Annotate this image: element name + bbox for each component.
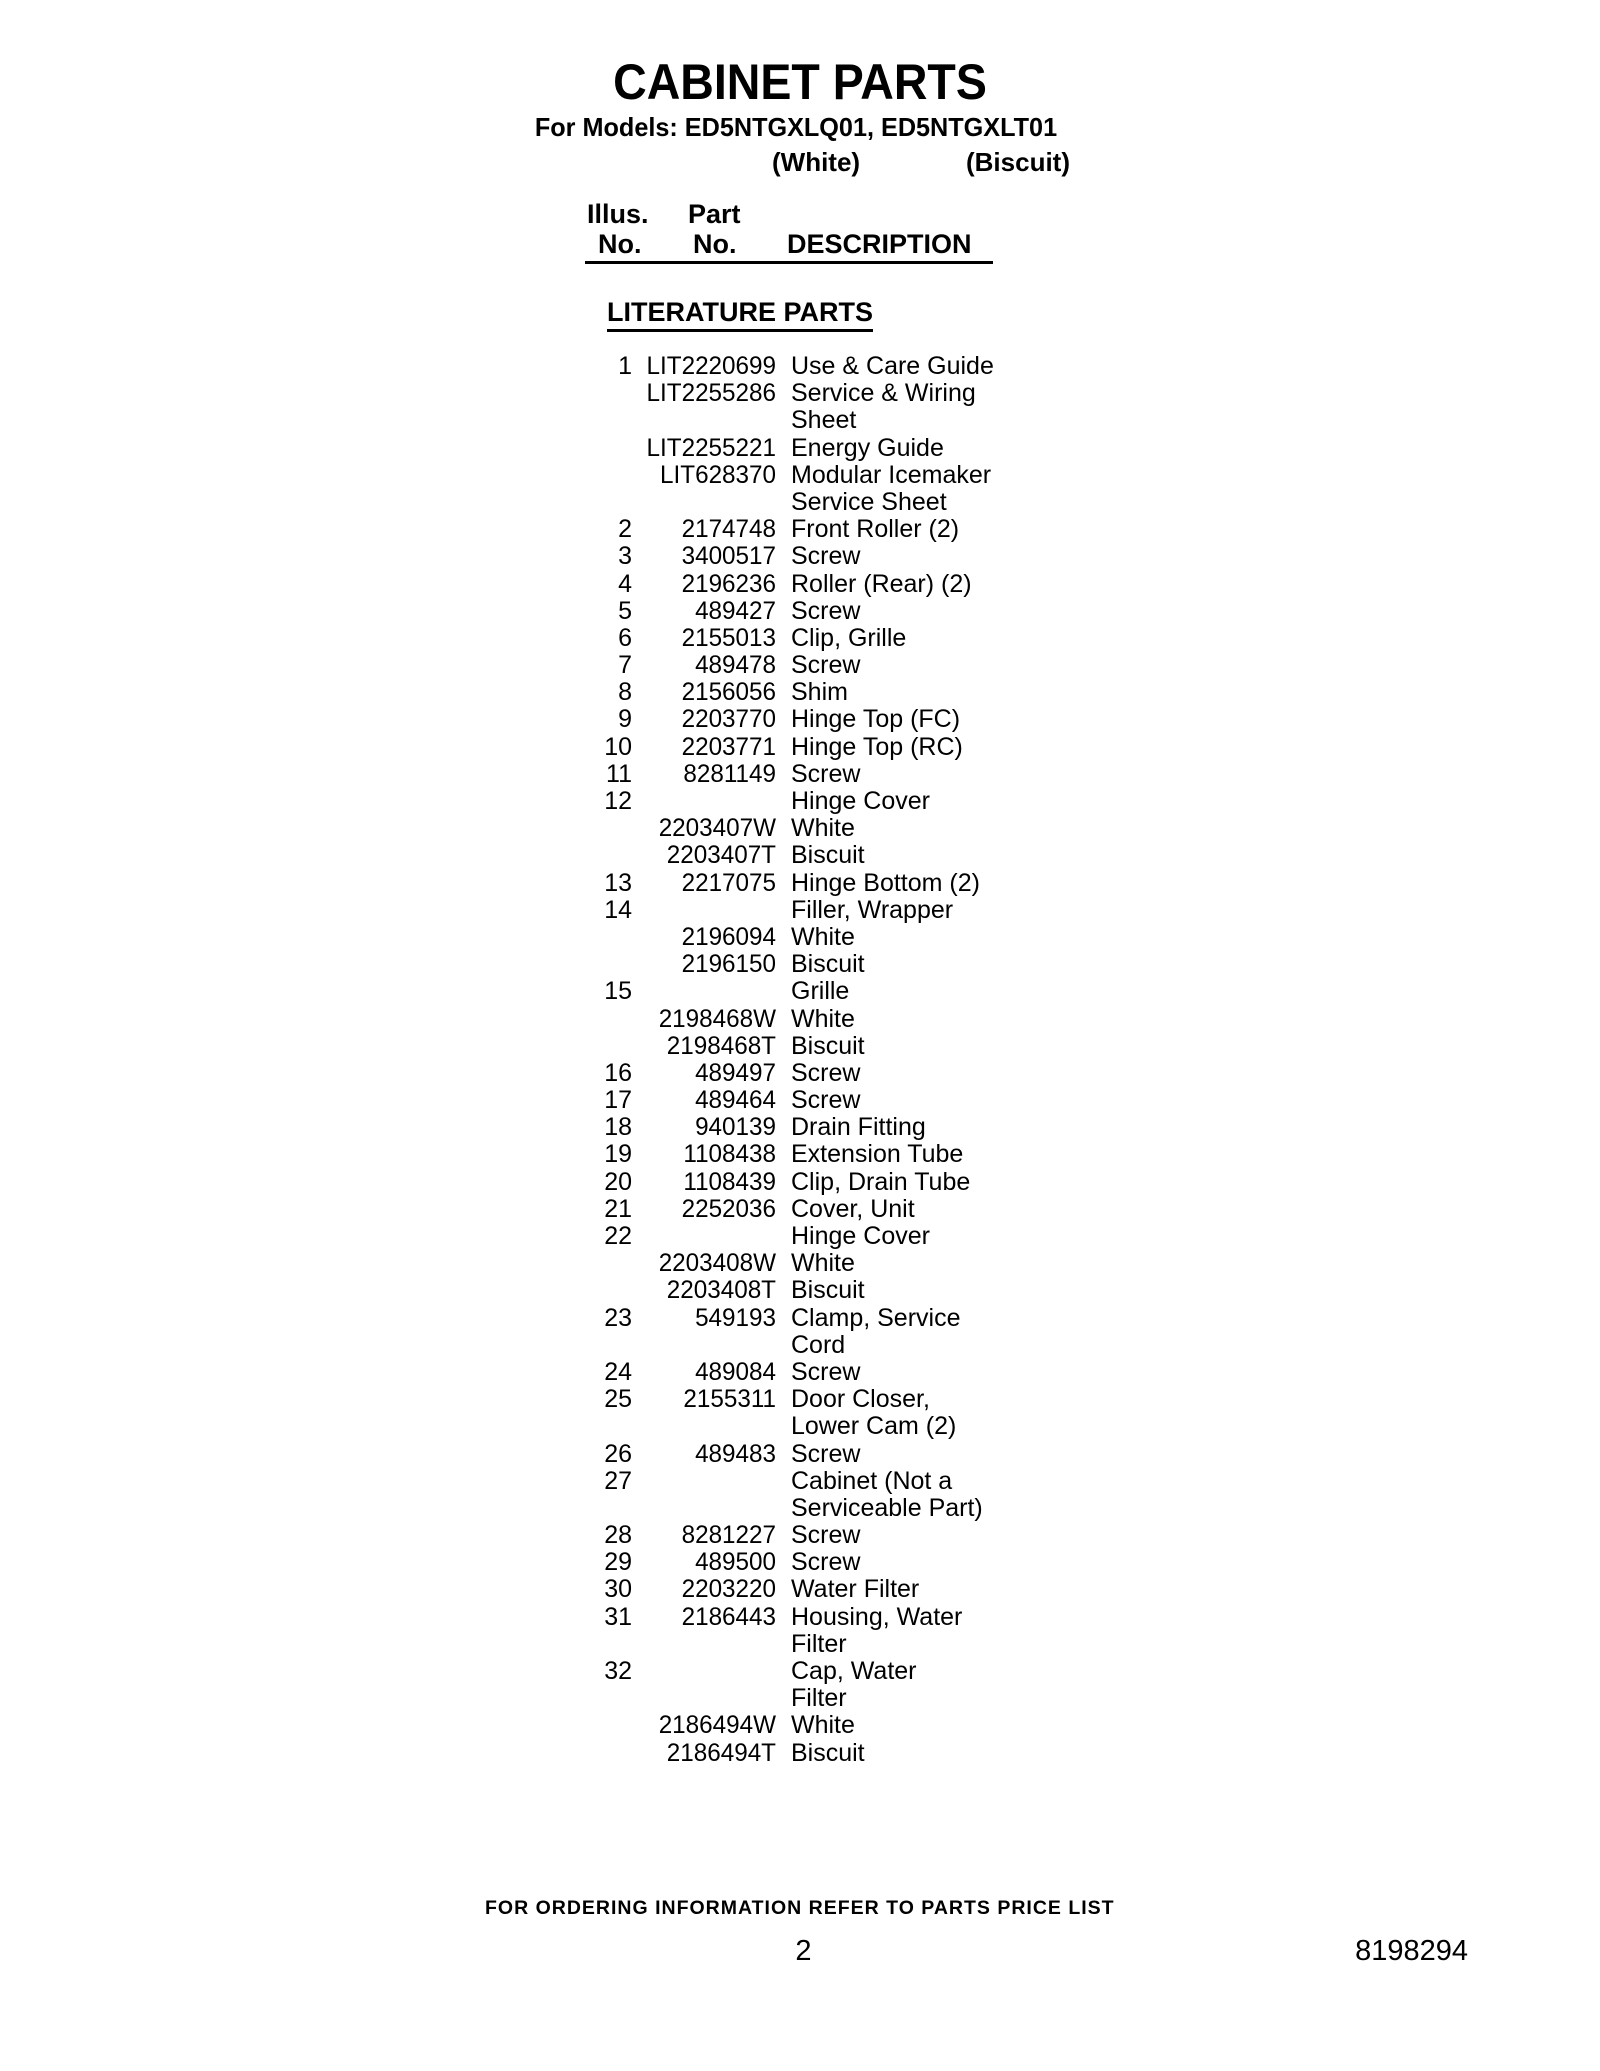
page-number: 2 (795, 1935, 812, 1967)
table-row (585, 1386, 1015, 1413)
illus-no: 16 (604, 1058, 632, 1087)
illus-no: 15 (604, 977, 632, 1006)
part-no: 3400517 (681, 542, 776, 571)
illus-no: 25 (604, 1385, 632, 1414)
part-no: 2203408T (666, 1276, 776, 1305)
table-row (585, 1196, 1015, 1223)
illus-no: 14 (604, 895, 632, 924)
part-no: 489500 (695, 1548, 776, 1577)
illus-no: 19 (604, 1140, 632, 1169)
part-description: Water Filter (791, 1575, 920, 1604)
part-description: Hinge Top (RC) (791, 732, 963, 761)
table-row (585, 1277, 1015, 1304)
part-description: Cover, Unit (791, 1194, 915, 1223)
table-row (585, 1114, 1015, 1141)
part-description: Screw (791, 1086, 861, 1115)
table-row (585, 1522, 1015, 1549)
table-row (585, 1169, 1015, 1196)
part-description: Biscuit (791, 1738, 865, 1767)
illus-no: 28 (604, 1521, 632, 1550)
part-no: LIT628370 (660, 460, 776, 489)
header-rule (585, 261, 993, 264)
part-description: Screw (791, 759, 861, 788)
part-no: 2217075 (681, 868, 776, 897)
table-row (585, 1604, 1015, 1631)
part-description: Screw (791, 1521, 861, 1550)
table-row (585, 462, 1015, 489)
table-row (585, 679, 1015, 706)
part-no: 2198468T (666, 1031, 776, 1060)
part-no: 2155311 (683, 1385, 776, 1414)
document-number: 8198294 (1355, 1935, 1468, 1967)
illus-no: 1 (618, 352, 632, 380)
table-row (585, 870, 1015, 897)
illus-no: 5 (618, 596, 632, 625)
part-no: 489427 (695, 596, 776, 625)
table-row (585, 1631, 1015, 1658)
color-label-biscuit: (Biscuit) (966, 147, 1070, 177)
part-no: 8281227 (681, 1521, 776, 1550)
illus-no: 30 (604, 1575, 632, 1604)
part-description: Service & Wiring (791, 379, 976, 408)
table-row (585, 407, 1015, 434)
part-description: White (791, 922, 855, 951)
column-header-description: DESCRIPTION (787, 229, 972, 259)
part-description: Hinge Cover (791, 1222, 930, 1250)
part-no: 8281149 (683, 759, 776, 788)
part-description: Screw (791, 596, 861, 625)
part-description: Biscuit (791, 950, 865, 979)
part-description: Biscuit (791, 1276, 865, 1305)
illus-no: 22 (604, 1222, 632, 1250)
illus-no: 29 (604, 1548, 632, 1577)
part-no: 2203771 (681, 732, 776, 761)
table-row (585, 571, 1015, 598)
illus-no: 17 (604, 1086, 632, 1115)
part-description: Clip, Grille (791, 623, 907, 652)
table-row (585, 1712, 1015, 1739)
table-row (585, 516, 1015, 543)
table-row (585, 1332, 1015, 1359)
table-row (585, 1468, 1015, 1495)
part-no: 2198468W (658, 1004, 776, 1033)
table-row (585, 1060, 1015, 1087)
part-no: 2155013 (681, 623, 776, 652)
column-header-part-no: No. (693, 229, 737, 259)
part-description: Roller (Rear) (2) (791, 569, 972, 598)
part-description: Screw (791, 542, 861, 571)
table-row (585, 1250, 1015, 1277)
table-row (585, 978, 1015, 1005)
part-description: Sheet (791, 406, 857, 435)
table-row (585, 1441, 1015, 1468)
illus-no: 13 (604, 868, 632, 897)
table-row (585, 380, 1015, 407)
illus-no: 21 (604, 1194, 632, 1223)
table-row (585, 1305, 1015, 1332)
illus-no: 18 (604, 1113, 632, 1142)
table-row (585, 652, 1015, 679)
table-row (585, 1006, 1015, 1033)
illus-no: 8 (618, 678, 632, 707)
column-header-illus: Illus. (587, 199, 649, 229)
part-no: 2252036 (681, 1194, 776, 1223)
part-description: Filter (791, 1684, 847, 1713)
table-row (585, 1141, 1015, 1168)
table-row (585, 788, 1015, 815)
table-row (585, 706, 1015, 733)
illus-no: 27 (604, 1466, 632, 1495)
part-description: Filler, Wrapper (791, 895, 954, 924)
part-no: 2196094 (681, 922, 776, 951)
table-row (585, 761, 1015, 788)
table-row (585, 435, 1015, 462)
part-description: Biscuit (791, 1031, 865, 1060)
table-row (585, 625, 1015, 652)
part-no: 2174748 (681, 515, 776, 544)
table-row (585, 1087, 1015, 1114)
illus-no: 20 (604, 1167, 632, 1196)
illus-no: 24 (604, 1357, 632, 1386)
ordering-note: FOR ORDERING INFORMATION REFER TO PARTS PRICE LIST (485, 1897, 1115, 1919)
page-title: CABINET PARTS (613, 54, 987, 110)
table-row (585, 489, 1015, 516)
part-description: Cabinet (Not a (791, 1466, 953, 1495)
part-no: 2203220 (681, 1575, 776, 1604)
part-no: LIT2255221 (646, 433, 776, 462)
part-no: 2196236 (681, 569, 776, 598)
part-no: 2203407T (666, 841, 776, 870)
table-row (585, 1549, 1015, 1576)
part-no: 1108438 (683, 1140, 776, 1169)
part-no: 940139 (695, 1113, 776, 1142)
illus-no: 32 (604, 1657, 632, 1685)
part-no: 2186494W (658, 1711, 776, 1740)
illus-no: 26 (604, 1439, 632, 1468)
table-row (585, 598, 1015, 625)
part-no: 2203407W (658, 814, 776, 843)
part-no: 489483 (695, 1439, 776, 1468)
part-description: Biscuit (791, 841, 865, 870)
part-description: Energy Guide (791, 433, 944, 462)
part-description: Cord (791, 1330, 846, 1359)
table-row (585, 897, 1015, 924)
illus-no: 4 (618, 569, 632, 598)
part-description: Clip, Drain Tube (791, 1167, 971, 1196)
illus-no: 11 (606, 759, 632, 788)
part-no: 549193 (695, 1303, 776, 1332)
part-description: Clamp, Service (791, 1303, 961, 1332)
part-description: Screw (791, 1548, 861, 1577)
part-description: White (791, 1004, 855, 1033)
part-description: Hinge Cover (791, 787, 930, 815)
part-description: Modular Icemaker (791, 460, 992, 489)
table-row (585, 1413, 1015, 1440)
part-description: Grille (791, 977, 850, 1006)
table-row (585, 734, 1015, 761)
table-row (585, 1359, 1015, 1386)
illus-no: 6 (618, 623, 632, 652)
part-description: Use & Care Guide (791, 352, 994, 380)
column-header-illus-no: No. (598, 229, 642, 259)
parts-table (585, 353, 1015, 1767)
table-row (585, 1576, 1015, 1603)
part-description: Extension Tube (791, 1140, 964, 1169)
part-description: Filter (791, 1629, 847, 1658)
part-description: White (791, 1711, 855, 1740)
part-description: Housing, Water (791, 1602, 963, 1631)
section-heading-literature-parts: LITERATURE PARTS (607, 299, 873, 332)
part-description: White (791, 814, 855, 843)
part-description: Screw (791, 1357, 861, 1386)
part-no: 2186494T (666, 1738, 776, 1767)
table-row (585, 1223, 1015, 1250)
illus-no: 23 (604, 1303, 632, 1332)
table-row (585, 1740, 1015, 1767)
part-description: Screw (791, 651, 861, 680)
part-description: Drain Fitting (791, 1113, 926, 1142)
illus-no: 9 (618, 705, 632, 734)
illus-no: 12 (604, 787, 632, 815)
table-row (585, 815, 1015, 842)
part-description: Lower Cam (2) (791, 1412, 957, 1441)
table-row (585, 1658, 1015, 1685)
part-no: 489084 (695, 1357, 776, 1386)
illus-no: 31 (604, 1602, 632, 1631)
column-header-part: Part (688, 199, 741, 229)
table-row (585, 1685, 1015, 1712)
part-description: Hinge Top (FC) (791, 705, 961, 734)
illus-no: 2 (618, 515, 632, 544)
part-no: 2196150 (681, 950, 776, 979)
part-description: Door Closer, (791, 1385, 930, 1414)
part-no: LIT2255286 (646, 379, 776, 408)
part-description: Service Sheet (791, 487, 947, 516)
illus-no: 3 (618, 542, 632, 571)
color-label-white: (White) (772, 147, 861, 177)
part-description: Screw (791, 1058, 861, 1087)
part-no: 1108439 (683, 1167, 776, 1196)
part-description: Serviceable Part) (791, 1493, 983, 1522)
table-row (585, 353, 1015, 380)
table-row (585, 924, 1015, 951)
part-no: 2186443 (681, 1602, 776, 1631)
table-row (585, 842, 1015, 869)
illus-no: 7 (618, 651, 632, 680)
table-row (585, 1495, 1015, 1522)
part-description: Front Roller (2) (791, 515, 960, 544)
part-no: 489497 (695, 1058, 776, 1087)
part-no: 2203770 (681, 705, 776, 734)
part-description: Screw (791, 1439, 861, 1468)
part-description: Shim (791, 678, 848, 707)
table-row (585, 543, 1015, 570)
part-no: 2156056 (681, 678, 776, 707)
part-no: 2203408W (658, 1249, 776, 1278)
models-line: For Models: ED5NTGXLQ01, ED5NTGXLT01 (534, 112, 1058, 142)
part-description: Cap, Water (791, 1657, 917, 1685)
table-row (585, 951, 1015, 978)
illus-no: 10 (604, 732, 632, 761)
table-row (585, 1033, 1015, 1060)
part-description: Hinge Bottom (2) (791, 868, 980, 897)
part-description: White (791, 1249, 855, 1278)
part-no: LIT2220699 (646, 352, 776, 380)
part-no: 489464 (695, 1086, 776, 1115)
part-no: 489478 (695, 651, 776, 680)
